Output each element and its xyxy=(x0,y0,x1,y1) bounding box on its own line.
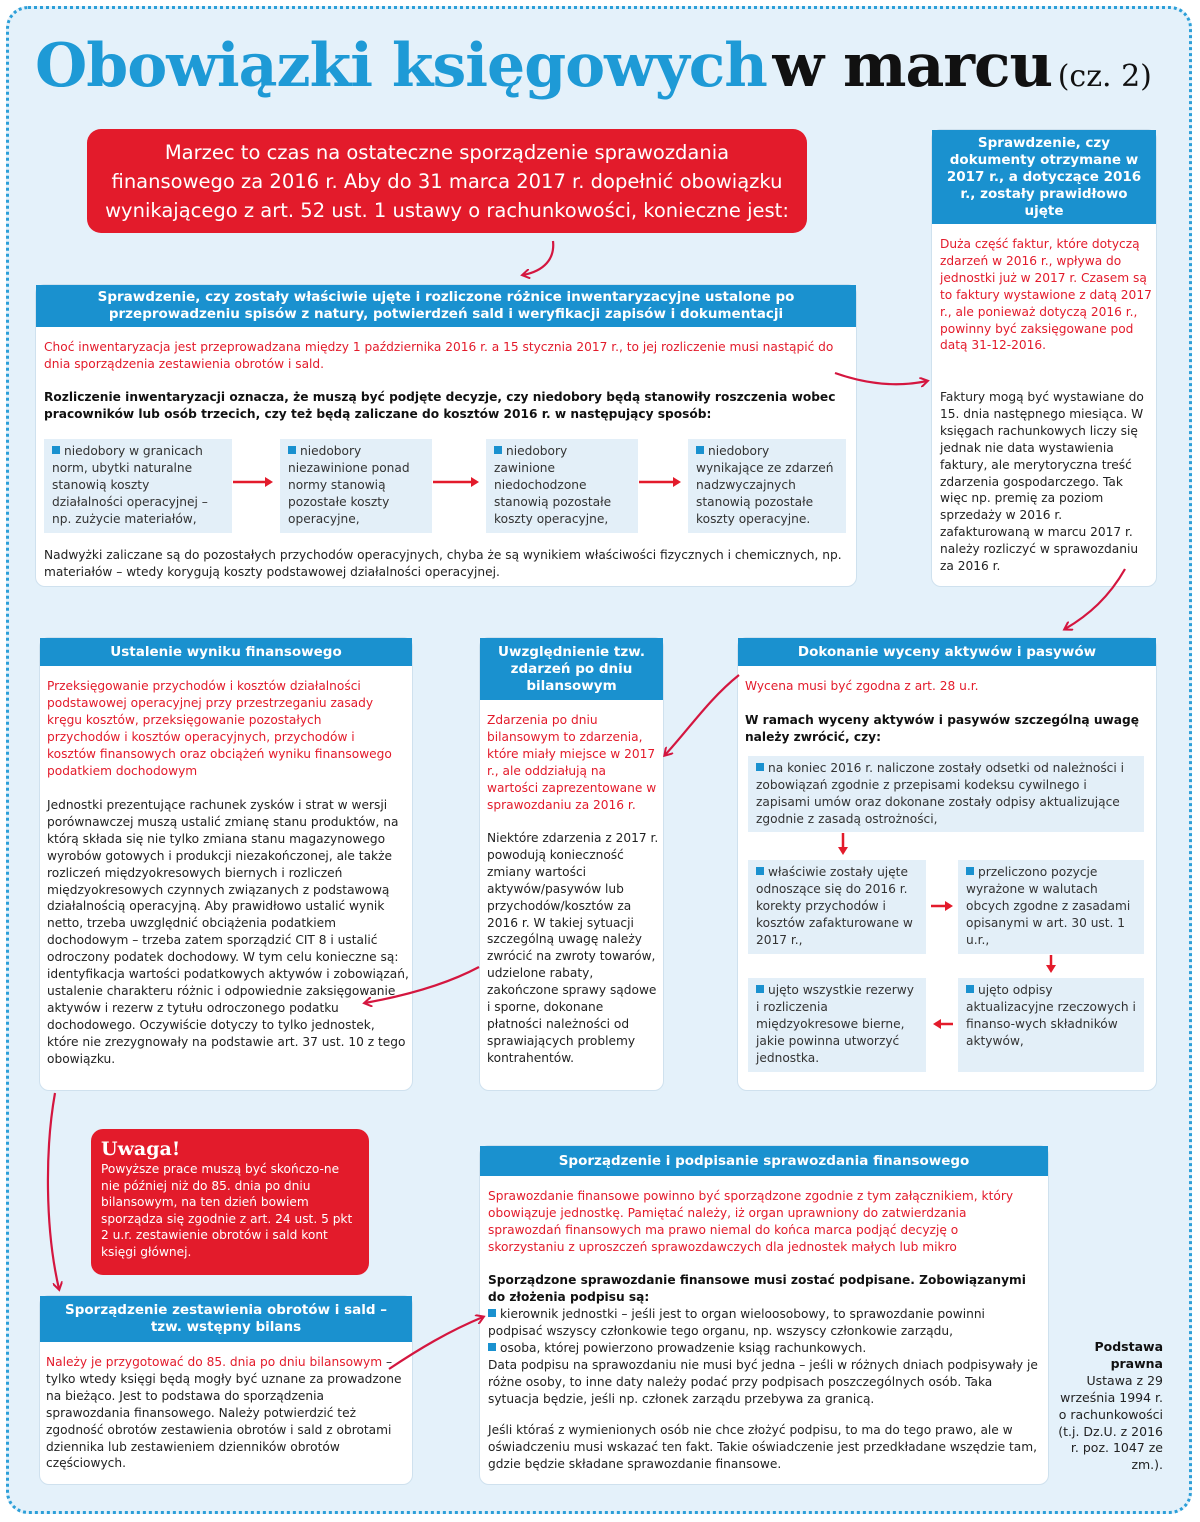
arrow-inventory-to-docs xyxy=(835,373,927,384)
arrow-intro-to-inventory xyxy=(523,241,553,275)
intro-banner: Marzec to czas na ostateczne sporządzenie sprawozdania finansowego za 2016 r. Aby do 31 marca 2017 r. dopełnić obowiązku wynikającego z art. 52 ust. 1 ustawy o rachunkowości, konieczne jest: xyxy=(87,129,807,233)
valuation-bold-text: W ramach wyceny aktywów i pasywów szczególną uwagę należy zwrócić, czy: xyxy=(745,713,1139,744)
signing-body-1: Data podpisu na sprawozdaniu nie musi być jedna – jeśli w różnych dniach podpisywały je różne osoby, to inne daty należy podać przy podpisach poszczególnych osób. Taka sytuacja będzie, jeśli np. członek zarządu przebywa za granicą. xyxy=(488,1358,1038,1406)
signing-item-2-text: osoba, której powierzono prowadzenie ksiąg rachunkowych. xyxy=(500,1341,867,1355)
inventory-item-1-text: niedobory w granicach norm, ubytki naturalne stanowią koszty działalności operacyjnej – np. zużycie materiałów, xyxy=(52,444,208,526)
connector-arrows xyxy=(9,9,1192,1514)
result-body-text: Jednostki prezentujące rachunek zysków i strat w wersji porównawczej muszą ustalić zmianę stanu produktów, na którą składa się nie tylko zmiana stanu magazynowego wyrobów gotowych i produkcji niezakończonej, ale także rozliczeń międzyokresowych biernych i rozliczeń międzyokresowych czynnych związanych z podstawową działalnością operacyjną. Aby prawidłowo ustalić wynik netto, trzeba uwzględnić obciążenia podatkiem dochodowym – trzeba zatem sporządzić CIT 8 i ustalić odroczony podatek dochodowy. W tym celu konieczne są: identyfikacja wartości podatkowych aktywów i zobowiązań, ustalenie charakteru różnic i odpowiednie zaksięgowanie aktywów i rezerw z tytułu odroczonego podatku dochodowego. Oczywiście dotyczy to tylko jednostek, które nie zrezygnowały na podstawie art. 37 ust. 10 z tego obowiązku. xyxy=(47,798,409,1066)
arrow-result-to-trial xyxy=(48,1093,59,1289)
valuation-red-text: Wycena musi być zgodna z art. 28 u.r. xyxy=(745,679,979,693)
trial-red-text: Należy je przygotować do 85. dnia po dniu bilansowym xyxy=(46,1355,383,1369)
trial-header: Sporządzenie zestawienia obrotów i sald – tzw. wstępny bilans xyxy=(40,1296,412,1342)
title-part-2: w marcu xyxy=(772,31,1053,101)
infographic-frame xyxy=(6,6,1192,1514)
inventory-item-3-text: niedobory zawinione niedochodzone stanowią pozostałe koszty operacyjne, xyxy=(494,444,612,526)
signing-body-2: Jeśli któraś z wymienionych osób nie chce złożyć podpisu, to ma do tego prawo, ale w oświadczeniu musi wskazać ten fakt. Takie oświadczenie jest przedkładane wszędzie tam, gdzie będzie składane sprawozdanie finansowe. xyxy=(488,1423,1037,1471)
valuation-item-1-text: na koniec 2016 r. naliczone zostały odsetki od należności i zobowiązań zgodnie z przepisami kodeksu cywilnego i zapisami umów oraz dokonane zostały odpisy aktualizujące zgodnie z zasadą ostrożności, xyxy=(756,761,1125,826)
warning-title: Uwaga! xyxy=(101,1138,181,1160)
inventory-red-text: Choć inwentaryzacja jest przeprowadzana między 1 października 2016 r. a 15 stycznia 2017 r., to jej rozliczenie musi nastąpić do dnia sporządzenia zestawienia obrotów i sald. xyxy=(44,340,834,371)
valuation-item-4-text: ujęto odpisy aktualizacyjne rzeczowych i finanso-wych składników aktywów, xyxy=(966,983,1136,1048)
inventory-item-4-text: niedobory wynikające ze zdarzeń nadzwyczajnych stanowią pozostałe koszty operacyjne. xyxy=(696,444,834,526)
arrow-valuation-to-events xyxy=(665,675,739,755)
title-part-1: Obowiązki księgowych xyxy=(35,31,767,101)
title-part-3: (cz. 2) xyxy=(1057,59,1152,94)
signing-red-text: Sprawozdanie finansowe powinno być sporządzone zgodnie z tym załącznikiem, który obowiązuje jednostkę. Pamiętać należy, iż organ uprawniony do zatwierdzania sprawozdań finansowych ma prawo niemal do końca marca podjąć decyzję o skorzystaniu z uproszczeń sprawozdawczych dla jednostek małych lub mikro xyxy=(488,1189,1014,1254)
inventory-header: Sprawdzenie, czy zostały właściwie ujęte i rozliczone różnice inwentaryzacyjne ustalone po przeprowadzeniu spisów z natury, potwierdzeń sald i weryfikacji zapisów i dokumentacji xyxy=(36,285,856,327)
valuation-item-5-text: ujęto wszystkie rezerwy i rozliczenia międzyokresowe bierne, jakie powinna utworzyć jednostka. xyxy=(756,983,914,1065)
docs-red-text: Duża część faktur, które dotyczą zdarzeń w 2016 r., wpływa do jednostki już w 2017 r. Czasem są to faktury wystawione z datą 2017 r., ale ponieważ dotyczą 2016 r., powinny być zaksięgowane pod datą 31-12-2016. xyxy=(940,237,1152,353)
legal-body: Ustawa z 29 września 1994 r. o rachunkowości (t.j. Dz.U. z 2016 r. poz. 1047 ze zm.). xyxy=(1058,1372,1163,1473)
valuation-item-2-text: właściwie zostały ujęte odnoszące się do 2016 r. korekty przychodów i kosztów zafakturowane w 2017 r., xyxy=(756,865,913,947)
events-red-text: Zdarzenia po dniu bilansowym to zdarzenia, które miały miejsce w 2017 r., ale oddziałują na wartości zaprezentowane w sprawozdaniu za 2016 r. xyxy=(487,713,657,812)
inventory-footer-text: Nadwyżki zaliczane są do pozostałych przychodów operacyjnych, chyba że są wynikiem właściwości fizycznych i chemicznych, np. materiałów – wtedy korygują koszty podstawowej działalności operacyjnej. xyxy=(44,548,842,579)
valuation-item-3-text: przeliczono pozycje wyrażone w walutach obcych zgodne z zasadami opisanymi w art. 30 ust. 1 u.r., xyxy=(966,865,1131,947)
signing-header: Sporządzenie i podpisanie sprawozdania finansowego xyxy=(480,1146,1048,1176)
valuation-header: Dokonanie wyceny aktywów i pasywów xyxy=(738,638,1156,666)
warning-body: Powyższe prace muszą być skończo-ne nie później niż do 85. dnia po dniu bilansowym, na ten dzień bowiem sporządza się zgodnie z art. 24 ust. 5 pkt 2 u.r. zestawienie obrotów i sald kont księgi głównej. xyxy=(101,1162,353,1259)
docs-body-text: Faktury mogą być wystawiane do 15. dnia następnego miesiąca. W księgach rachunkowych liczy się jednak nie data wystawienia faktury, ale merytoryczna treść zdarzenia gospodarczego. Tak więc np. premię za poziom sprzedaży w 2016 r. zafakturowaną w marcu 2017 r. należy rozliczyć w sprawozdaniu za 2016 r. xyxy=(940,390,1144,574)
result-red-text: Przeksięgowanie przychodów i kosztów działalności podstawowej operacyjnej przy przestrzeganiu zasady kręgu kosztów, przeksięgowanie pozostałych przychodów i kosztów operacyjnych, przychodów i kosztów finansowych oraz obciążeń wyniku finansowego podatkiem dochodowym xyxy=(47,679,392,778)
docs-header: Sprawdzenie, czy dokumenty otrzymane w 2017 r., a dotyczące 2016 r., zostały prawidłowo ujęte xyxy=(932,130,1156,224)
signing-item-1-text: kierownik jednostki – jeśli jest to organ wieloosobowy, to sprawozdanie powinni podpisać wszyscy członkowie tego organu, np. wszyscy członkowie zarządu, xyxy=(488,1307,985,1338)
inventory-item-2-text: niedobory niezawinione ponad normy stanowią pozostałe koszty operacyjne, xyxy=(288,444,410,526)
inventory-bold-text: Rozliczenie inwentaryzacji oznacza, że muszą być podjęte decyzje, czy niedobory będą stanowiły roszczenia wobec pracowników lub osób trzecich, czy też będą zaliczane do kosztów 2016 r. w następujący sposób: xyxy=(44,390,836,421)
signing-bold-text: Sporządzone sprawozdanie finansowe musi zostać podpisane. Zobowiązanymi do złożenia podpisu są: xyxy=(488,1273,1026,1304)
trial-body-text: – tylko wtedy księgi będą mogły być uznane za prowadzone na bieżąco. Jest to podstawa do sporządzenia sprawozdania finansowego. Należy potwierdzić też zgodność obrotów zestawienia obrotów i sald z obrotami dziennika lub zestawieniem dzienników obrotów częściowych. xyxy=(46,1355,402,1471)
result-header: Ustalenie wyniku finansowego xyxy=(40,638,412,666)
arrow-trial-to-signing xyxy=(389,1317,483,1369)
legal-title: Podstawa prawna xyxy=(1094,1339,1163,1371)
events-header: Uwzględnienie tzw. zdarzeń po dniu bilansowym xyxy=(480,638,663,700)
arrow-events-to-result xyxy=(365,967,479,1003)
events-body-text: Niektóre zdarzenia z 2017 r. powodują konieczność zmiany wartości aktywów/pasywów lub przychodów/kosztów za 2016 r. W takiej sytuacji szczególną uwagę należy zwrócić na zwroty towarów, udzielone rabaty, zakończone sprawy sądowe i sporne, dokonane płatności należności od sprawiających problemy kontrahentów. xyxy=(487,831,659,1065)
arrow-docs-to-valuation xyxy=(1065,569,1125,629)
